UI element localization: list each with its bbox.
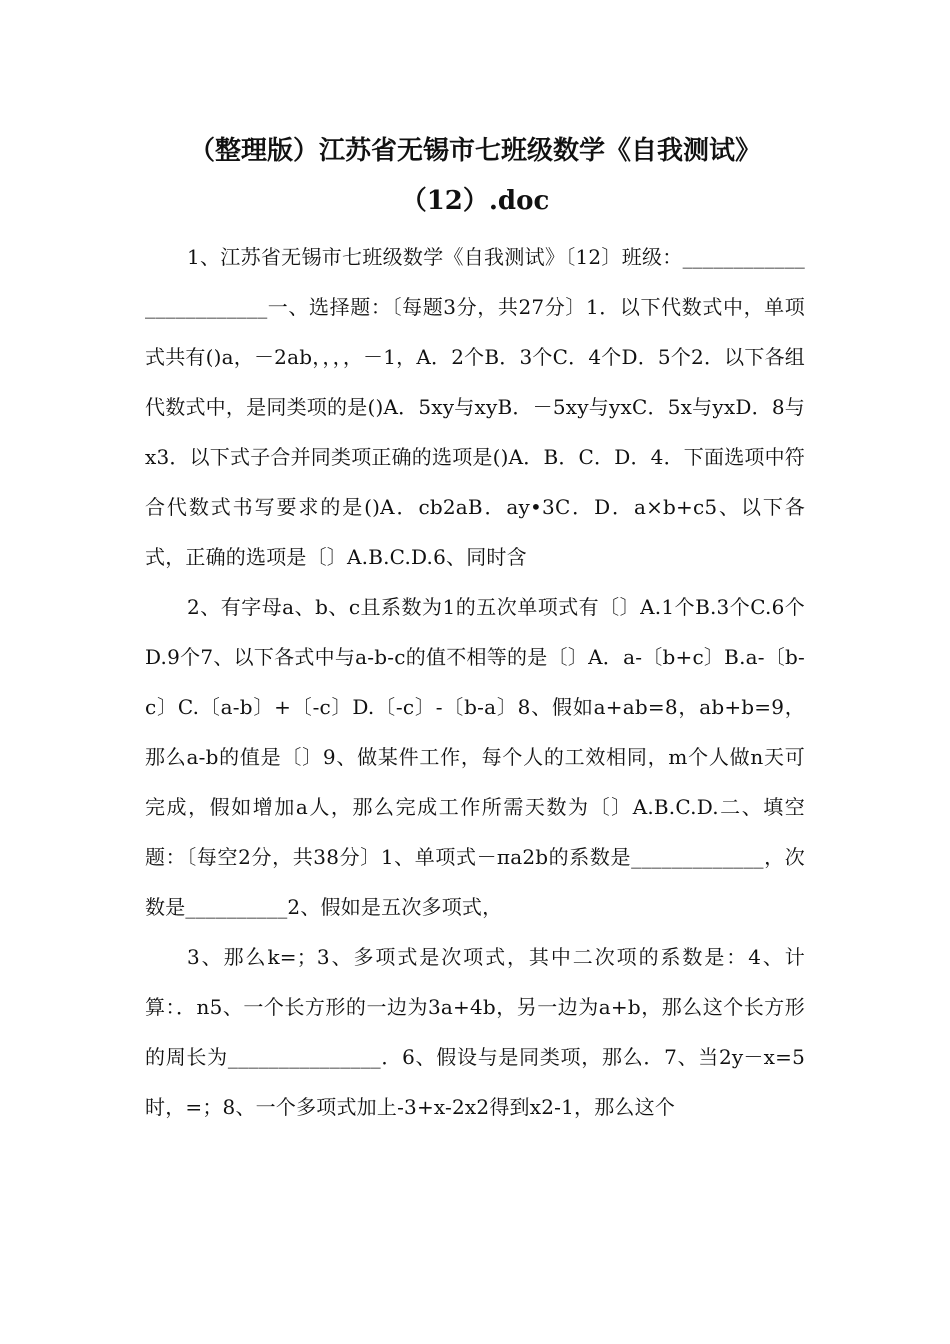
paragraph-1: 1、江苏省无锡市七班级数学《自我测试》〔12〕班级：________________________一、选择题：〔每题3分，共27分〕1．以下代数式中，单项式共有()a，－2ab，，，，－1，A．2个B．3个C．4个D．5个2．以下各组代数式中，是同类项的是()A．5xy与xyB．－5xy与yxC．5x与yxD．8与x3．以下式子合并同类项正确的选项是()A．B．C．D．4．下面选项中符合代数式书写要求的是()A．cb2aB．ay•3C．D．a×b+c5、以下各式，正确的选项是〔〕A.B.C.D.6、同时含	[145, 245, 806, 569]
document-title: （整理版）江苏省无锡市七班级数学《自我测试》	[188, 136, 761, 166]
document-body	[145, 232, 805, 1132]
paragraph-3: 3、那么k=；3、多项式是次项式，其中二次项的系数是：4、计算：．n5、一个长方形的一边为3a+4b，另一边为a+b，那么这个长方形的周长为_______________．6、假设与是同类项，那么．7、当2y－x=5时，=；8、一个多项式加上-3+x-2x2得到x2-1，那么这个	[145, 945, 805, 1119]
document-title-filename: （12）.doc	[400, 186, 550, 216]
paragraph-2: 2、有字母a、b、c且系数为1的五次单项式有〔〕A.1个B.3个C.6个D.9个7、以下各式中与a-b-c的值不相等的是〔〕A．a-〔b+c〕B.a-〔b-c〕C.〔a-b〕+〔-c〕D.〔-c〕-〔b-a〕8、假如a+ab=8，ab+b=9，那么a-b的值是〔〕9、做某件工作，每个人的工效相同，m个人做n天可完成，假如增加a人，那么完成工作所需天数为〔〕A.B.C.D.二、填空题：〔每空2分，共38分〕1、单项式－πa2b的系数是_____________，次数是__________2、假如是五次多项式，	[145, 595, 805, 919]
